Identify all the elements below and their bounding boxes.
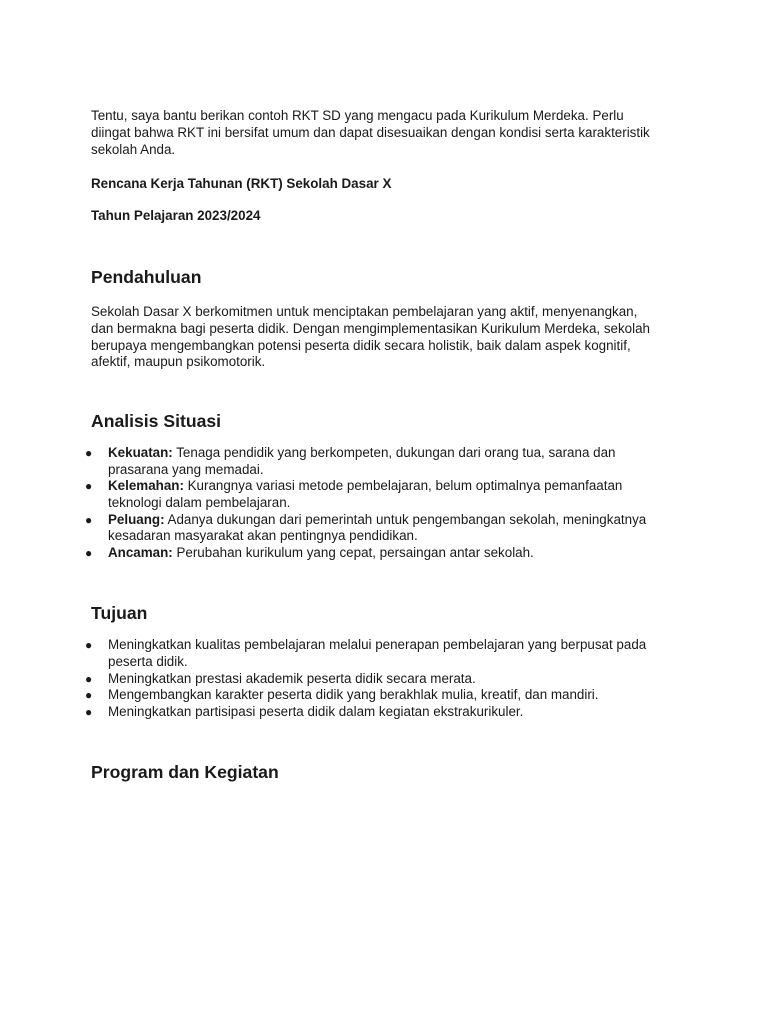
item-text-cont: prasarana yang memadai. xyxy=(108,461,264,477)
bullet-icon: ● xyxy=(85,671,93,686)
pendahuluan-line-1: Sekolah Dasar X berkomitmen untuk menciptakan pembelajaran yang aktif, menyenangkan, xyxy=(91,303,638,319)
bullet-icon: ● xyxy=(85,704,93,719)
item-label: Kelemahan: xyxy=(108,478,184,494)
section-heading-pendahuluan: Pendahuluan xyxy=(91,266,202,287)
item-text: Perubahan kurikulum yang cepat, persaingan antar sekolah. xyxy=(172,544,534,560)
item-text: Adanya dukungan dari pemerintah untuk pengembangan sekolah, meningkatnya xyxy=(164,511,647,527)
list-item xyxy=(85,478,681,511)
bullet-icon: ● xyxy=(85,638,93,653)
item-text: Tenaga pendidik yang berkompeten, dukungan dari orang tua, sarana dan xyxy=(172,445,616,461)
list-item xyxy=(85,637,681,670)
intro-line-3: sekolah Anda. xyxy=(91,141,176,157)
list-item xyxy=(85,445,681,478)
bullet-icon: ● xyxy=(85,545,93,560)
list-item xyxy=(85,544,681,562)
section-heading-program-kegiatan: Program dan Kegiatan xyxy=(91,762,279,783)
document-title: Rencana Kerja Tahunan (RKT) Sekolah Dasar X xyxy=(91,176,392,192)
item-label: Peluang: xyxy=(108,511,165,527)
item-text: Meningkatkan kualitas pembelajaran melalui penerapan pembelajaran yang berpusat pada xyxy=(108,637,647,653)
item-text-cont: teknologi dalam pembelajaran. xyxy=(108,494,291,510)
pendahuluan-line-3: berupaya mengembangkan potensi peserta didik secara holistik, baik dalam aspek kognitif, xyxy=(91,337,631,353)
bullet-icon: ● xyxy=(85,479,93,494)
pendahuluan-paragraph xyxy=(91,304,681,371)
bullet-icon: ● xyxy=(85,688,93,703)
item-text: Meningkatkan partisipasi peserta didik dalam kegiatan ekstrakurikuler. xyxy=(108,703,524,719)
item-label: Kekuatan: xyxy=(108,445,173,461)
intro-line-1: Tentu, saya bantu berikan contoh RKT SD yang mengacu pada Kurikulum Merdeka. Perlu xyxy=(91,108,624,123)
intro-line-2: diingat bahwa RKT ini bersifat umum dan dapat disesuaikan dengan kondisi serta karakteristik xyxy=(91,124,650,140)
bullet-icon: ● xyxy=(85,512,93,527)
item-text-cont: kesadaran masyarakat akan pentingnya pendidikan. xyxy=(108,528,418,544)
item-text: Kurangnya variasi metode pembelajaran, belum optimalnya pemanfaatan xyxy=(183,478,623,494)
document-page xyxy=(85,108,681,783)
bullet-icon: ● xyxy=(85,446,93,461)
item-text: Meningkatkan prestasi akademik peserta didik secara merata. xyxy=(108,670,476,686)
section-heading-analisis-situasi: Analisis Situasi xyxy=(91,411,222,432)
item-label: Ancaman: xyxy=(108,544,173,560)
analisis-list xyxy=(85,445,681,561)
pendahuluan-line-4: afektif, maupun psikomotorik. xyxy=(91,354,266,370)
section-heading-tujuan: Tujuan xyxy=(91,603,148,624)
document-year: Tahun Pelajaran 2023/2024 xyxy=(91,208,261,224)
item-text-cont: peserta didik. xyxy=(108,653,188,669)
tujuan-list xyxy=(85,637,681,720)
list-item xyxy=(85,670,681,688)
list-item xyxy=(85,511,681,545)
pendahuluan-line-2: dan bermakna bagi peserta didik. Dengan mengimplementasikan Kurikulum Merdeka, sekolah xyxy=(91,320,650,336)
list-item xyxy=(85,687,681,704)
item-text: Mengembangkan karakter peserta didik yang berakhlak mulia, kreatif, dan mandiri. xyxy=(108,687,599,703)
list-item xyxy=(85,703,681,721)
intro-paragraph xyxy=(91,108,681,158)
